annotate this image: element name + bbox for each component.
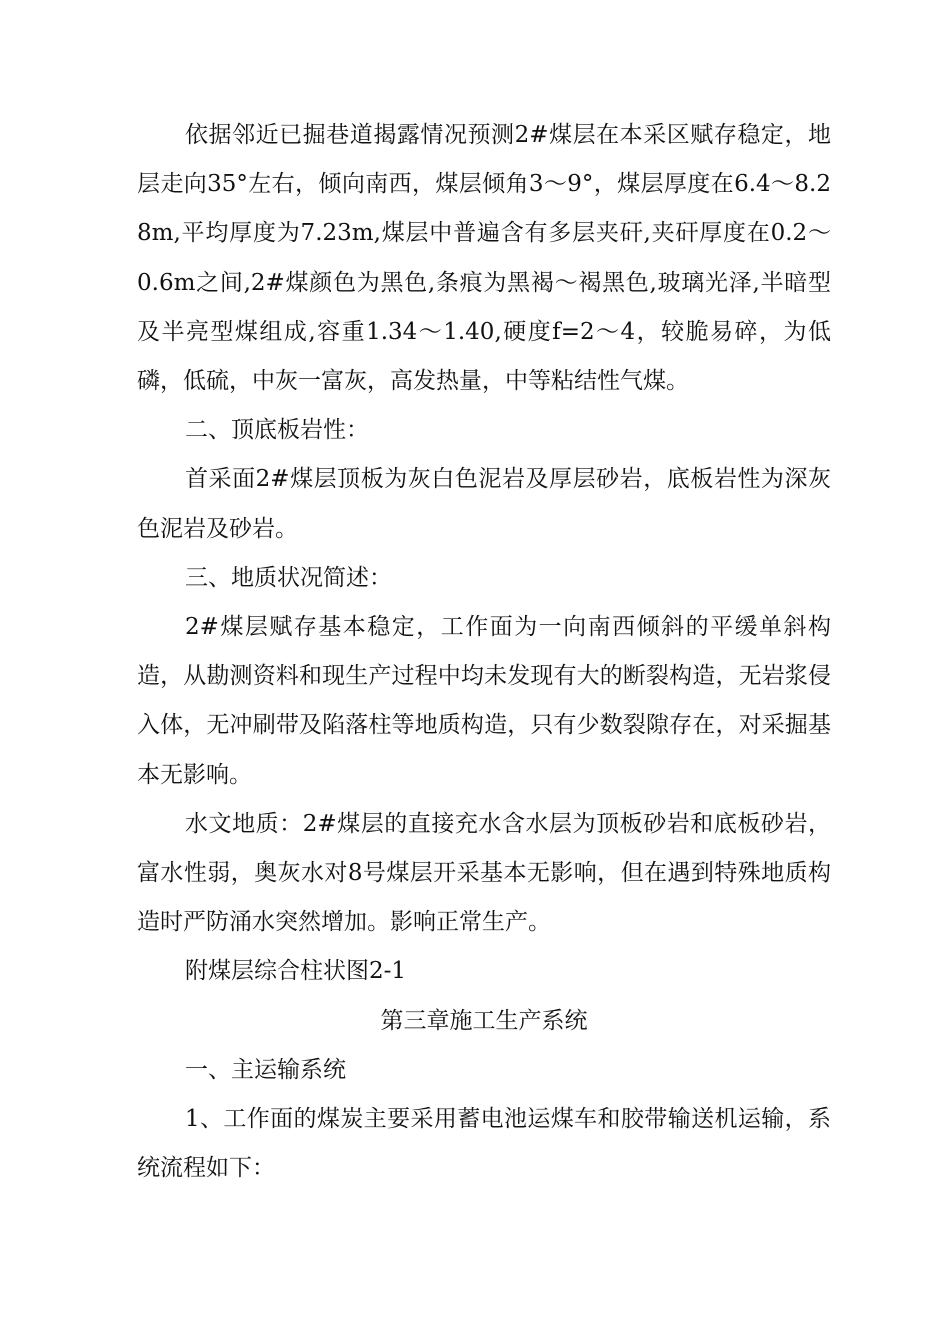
document-body bbox=[137, 111, 831, 1193]
figure-reference: 附煤层综合柱状图2-1 bbox=[185, 958, 407, 985]
chapter-heading: 第三章施工生产系统 bbox=[380, 1007, 588, 1034]
paragraph-hydrogeology: 水文地质：2#煤层的直接充水含水层为顶板砂岩和底板砂岩，富水性弱，奥灰水对8号煤层开采基本无影响，但在遇到特殊地质构造时严防涌水突然增加。影响正常生产。 bbox=[137, 810, 831, 936]
paragraph-coal-seam-description: 依据邻近已掘巷道揭露情况预测2#煤层在本采区赋存稳定，地层走向35°左右，倾向南西，煤层倾角3～9°，煤层厚度在6.4～8.28m,平均厚度为7.23m,煤层中普遍含有多层夹矸,夹矸厚度在0.2～0.6m之间,2#煤颜色为黑色,条痕为黑褐～褐黑色,玻璃光泽,半暗型及半亮型煤组成,容重1.34～1.40,硬度f=2～4，较脆易碎，为低磷，低硫，中灰一富灰，高发热量，中等粘结性气煤。 bbox=[137, 122, 831, 395]
section-heading-main-transport: 一、主运输系统 bbox=[185, 1056, 346, 1083]
heading-roof-floor-lithology: 二、顶底板岩性： bbox=[185, 417, 369, 444]
paragraph-transport-flow: 1、工作面的煤炭主要采用蓄电池运煤车和胶带输送机运输，系统流程如下： bbox=[137, 1106, 831, 1182]
paragraph-roof-floor-lithology: 首采面2#煤层顶板为灰白色泥岩及厚层砂岩，底板岩性为深灰色泥岩及砂岩。 bbox=[137, 466, 831, 542]
heading-geological-conditions: 三、地质状况简述： bbox=[185, 564, 392, 591]
paragraph-geological-conditions: 2#煤层赋存基本稳定，工作面为一向南西倾斜的平缓单斜构造，从勘测资料和现生产过程中均未发现有大的断裂构造，无岩浆侵入体，无冲刷带及陷落柱等地质构造，只有少数裂隙存在，对采掘基本无影响。 bbox=[137, 614, 831, 788]
